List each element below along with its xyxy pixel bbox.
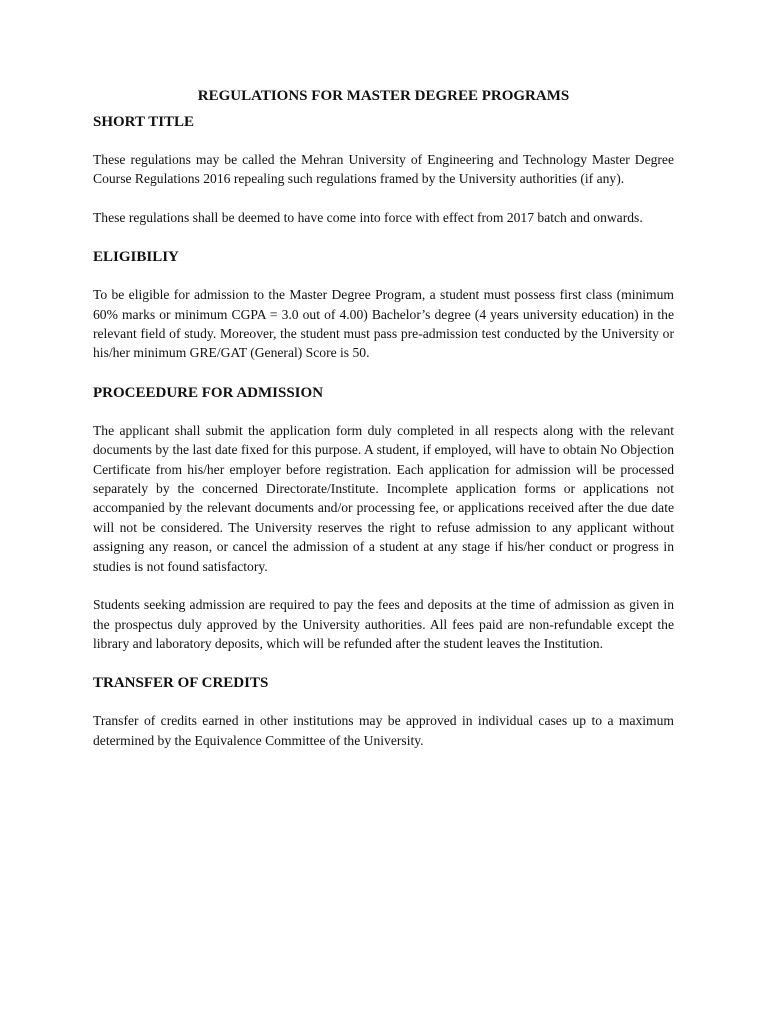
document-page <box>93 86 674 750</box>
document-title: REGULATIONS FOR MASTER DEGREE PROGRAMS <box>197 88 570 104</box>
paragraph: These regulations shall be deemed to have come into force with effect from 2017 batch and onwards. <box>93 209 643 225</box>
section-heading-short-title: SHORT TITLE <box>93 114 195 130</box>
paragraph: Transfer of credits earned in other institutions may be approved in individual cases up to a maximum determined by the Equivalence Committee of the University. <box>93 713 674 748</box>
section-heading-procedure-for-admission: PROCEEDURE FOR ADMISSION <box>93 384 324 401</box>
paragraph: Students seeking admission are required to pay the fees and deposits at the time of admission as given in the prospectus duly approved by the University authorities. All fees paid are non-refundable except the library and laboratory deposits, which will be refunded after the student leaves the Institution. <box>93 597 674 651</box>
section-heading-transfer-of-credits: TRANSFER OF CREDITS <box>93 675 269 692</box>
section-heading-eligibility: ELIGIBILIY <box>93 249 179 266</box>
paragraph: The applicant shall submit the application form duly completed in all respects along with the relevant documents by the last date fixed for this purpose. A student, if employed, will have to obtain No Objection Certificate from his/her employer before registration. Each application for admission will be processed separately by the concerned Directorate/Institute. Incomplete application forms or applications not accompanied by the relevant documents and/or processing fee, or applications received after the due date will not be considered. The University reserves the right to refuse admission to any applicant without assigning any reason, or cancel the admission of a student at any stage if his/her conduct or progress in studies is not found satisfactory. <box>93 422 674 574</box>
paragraph: To be eligible for admission to the Master Degree Program, a student must possess first class (minimum 60% marks or minimum CGPA = 3.0 out of 4.00) Bachelor’s degree (4 years university education) in the relevant field of study. Moreover, the student must pass pre-admission test conducted by the University or his/her minimum GRE/GAT (General) Score is 50. <box>93 287 674 361</box>
paragraph: These regulations may be called the Mehran University of Engineering and Technology Master Degree Course Regulations 2016 repealing such regulations framed by the University authorities (if any). <box>93 152 674 187</box>
